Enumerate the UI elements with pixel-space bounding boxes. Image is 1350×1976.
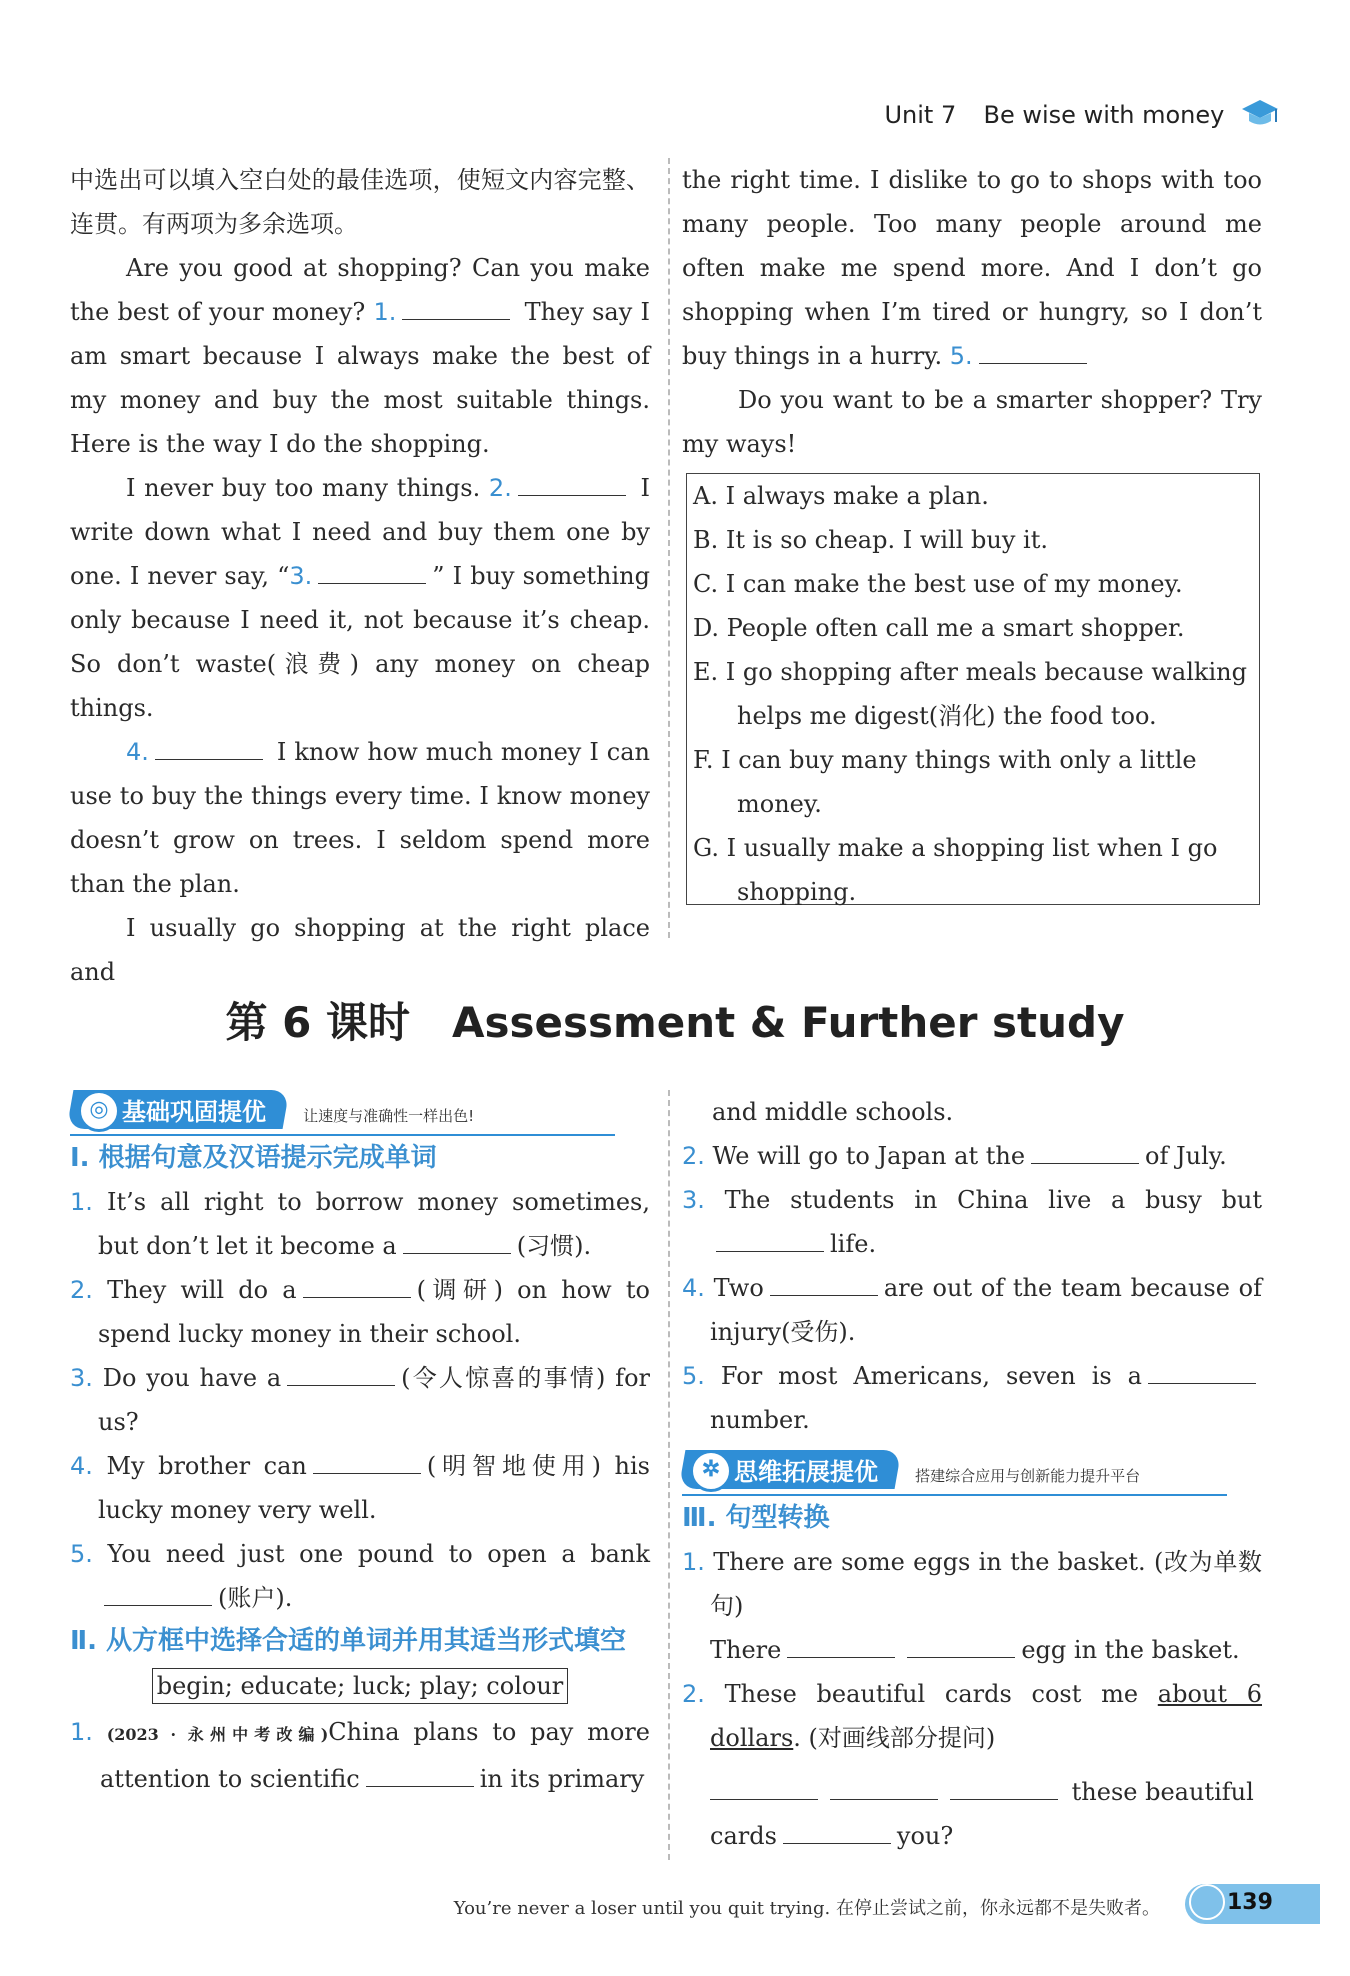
s1-blank-1[interactable] [403, 1252, 511, 1254]
passage-paragraph-4-cont: the right time. I dislike to go to shops with too many people. Too many people around me often make me spend more. And I don’t go shopping when I’m tired or hungry, so I don’t buy things in a hurry. 5. [682, 166, 1262, 370]
s2-blank-3[interactable] [716, 1250, 824, 1252]
passage-paragraph-2: I never buy too many things. 2. I write down what I need and buy them one by one. I never say, “3. ” I buy something only because I need it, not because it’s cheap. So don’t waste(浪费) any money on cheap things. [70, 474, 651, 722]
section-3-title: Ⅲ. 句型转换 [682, 1503, 830, 1533]
options-box [686, 473, 1260, 905]
s1-blank-3[interactable] [287, 1384, 395, 1386]
s1-blank-4[interactable] [313, 1472, 421, 1474]
s3-item-2-answer: these beautiful cards you? [710, 1778, 1254, 1850]
passage-paragraph-4: I usually go shopping at the right place and [70, 914, 650, 986]
option-a: A. I always make a plan. [693, 482, 989, 510]
s3-item-2: 2. These beautiful cards cost me about 6 dollars. (对画线部分提问) [682, 1680, 1262, 1752]
banner-basic [70, 1090, 650, 1130]
blank-3[interactable] [318, 582, 426, 584]
option-g: G. I usually make a shopping list when I go shopping. [693, 834, 1218, 906]
page-number: 139 [1227, 1890, 1273, 1915]
spiral-icon [1189, 1884, 1225, 1920]
s1-item-1: 1. It’s all right to borrow money sometimes, but don’t let it become a (习惯). [70, 1188, 650, 1260]
passage-intro: 中选出可以填入空白处的最佳选项，使短文内容完整、连贯。有两项为多余选项。 [70, 166, 650, 238]
blank-2[interactable] [518, 494, 626, 496]
s2-blank-1[interactable] [366, 1785, 474, 1787]
s2-blank-5[interactable] [1148, 1382, 1256, 1384]
s3-blank-2a[interactable] [710, 1798, 818, 1800]
s2-blank-4[interactable] [770, 1294, 878, 1296]
s3-blank-2b[interactable] [830, 1798, 938, 1800]
word-box: begin; educate; luck; play; colour [152, 1668, 569, 1704]
section-1-title: Ⅰ. 根据句意及汉语提示完成单词 [70, 1143, 437, 1173]
banner-basic-title: 基础巩固提优 [67, 1090, 290, 1129]
passage-paragraph-1: Are you good at shopping? Can you make the best of your money? 1. They say I am smart because I always make the best of my money and buy the most suitable things. Here is the way I do the shopping. [70, 254, 650, 458]
s3-blank-1a[interactable] [787, 1656, 895, 1658]
s2-item-1: 1. (2023 · 永州中考改编)China plans to pay more attention to scientific in its primary [70, 1718, 650, 1793]
s1-item-3: 3. Do you have a (令人惊喜的事情) for us? [70, 1364, 650, 1436]
banner-extend [682, 1450, 1262, 1490]
s3-blank-2c[interactable] [950, 1798, 1058, 1800]
option-e: E. I go shopping after meals because walking helps me digest(消化) the food too. [693, 658, 1247, 730]
page-footer [0, 1884, 1350, 1934]
s3-blank-2d[interactable] [783, 1842, 891, 1844]
s1-blank-2[interactable] [303, 1296, 411, 1298]
target-icon: ◎ [78, 1090, 120, 1132]
column-divider-top [668, 158, 670, 938]
s2-item-5: 5. For most Americans, seven is anumber. [682, 1354, 1262, 1442]
s2-item-1-cont: and middle schools. [712, 1098, 954, 1126]
option-f: F. I can buy many things with only a little money. [693, 746, 1197, 818]
atom-icon: ✲ [690, 1450, 732, 1492]
s3-item-1: 1. There are some eggs in the basket. (改为单数句) [682, 1548, 1262, 1620]
s1-blank-5[interactable] [104, 1604, 212, 1606]
passage-right-column [682, 158, 1262, 466]
graduation-cap-icon [1240, 96, 1280, 136]
passage-paragraph-3: 4. I know how much money I can use to buy the things every time. I know money doesn’t grow on trees. I seldom spend more than the plan. [70, 738, 650, 898]
option-c: C. I can make the best use of my money. [693, 570, 1183, 598]
s1-item-5: 5. You need just one pound to open a bank(账户). [70, 1540, 650, 1612]
s2-blank-2[interactable] [1031, 1162, 1139, 1164]
blank-4[interactable] [155, 758, 263, 760]
column-divider-bottom [668, 1090, 670, 1860]
s2-item-2: 2. We will go to Japan at the of July. [682, 1142, 1227, 1170]
blank-5[interactable] [979, 362, 1087, 364]
blank-1[interactable] [402, 318, 510, 320]
exercise-left-column [70, 1090, 650, 1801]
s2-item-3: 3. The students in China live a busy butlife. [682, 1186, 1262, 1258]
s3-blank-1b[interactable] [907, 1656, 1015, 1658]
banner-extend-title: 思维拓展提优 [679, 1450, 902, 1489]
page-number-tab [1185, 1884, 1320, 1924]
word-box-row [70, 1668, 650, 1704]
banner-basic-tag: 让速度与准确性一样出色! [303, 1107, 475, 1125]
lesson-title: 第 6 课时 Assessment & Further study [225, 998, 1125, 1047]
s3-item-1-answer: There egg in the basket. [710, 1636, 1240, 1664]
s1-item-4: 4. My brother can (明智地使用) his lucky money very well. [70, 1452, 650, 1524]
passage-paragraph-5: Do you want to be a smarter shopper? Try my ways! [682, 386, 1262, 458]
s2-item-4: 4. Two are out of the team because of injury(受伤). [682, 1274, 1262, 1346]
option-d: D. People often call me a smart shopper. [693, 614, 1185, 642]
unit-label: Unit 7 [884, 101, 957, 129]
option-b: B. It is so cheap. I will buy it. [693, 526, 1048, 554]
exercise-right-column [682, 1090, 1262, 1858]
section-2-title: Ⅱ. 从方框中选择合适的单词并用其适当形式填空 [70, 1626, 627, 1656]
unit-title: Be wise with money [983, 101, 1225, 129]
running-header [884, 96, 1280, 136]
footer-quote: You’re never a loser until you quit trying. 在停止尝试之前，你永远都不是失败者。 [453, 1898, 1160, 1919]
banner-extend-tag: 搭建综合应用与创新能力提升平台 [915, 1467, 1141, 1485]
passage-left-column [70, 158, 650, 994]
s1-item-2: 2. They will do a (调研) on how to spend lucky money in their school. [70, 1276, 650, 1348]
